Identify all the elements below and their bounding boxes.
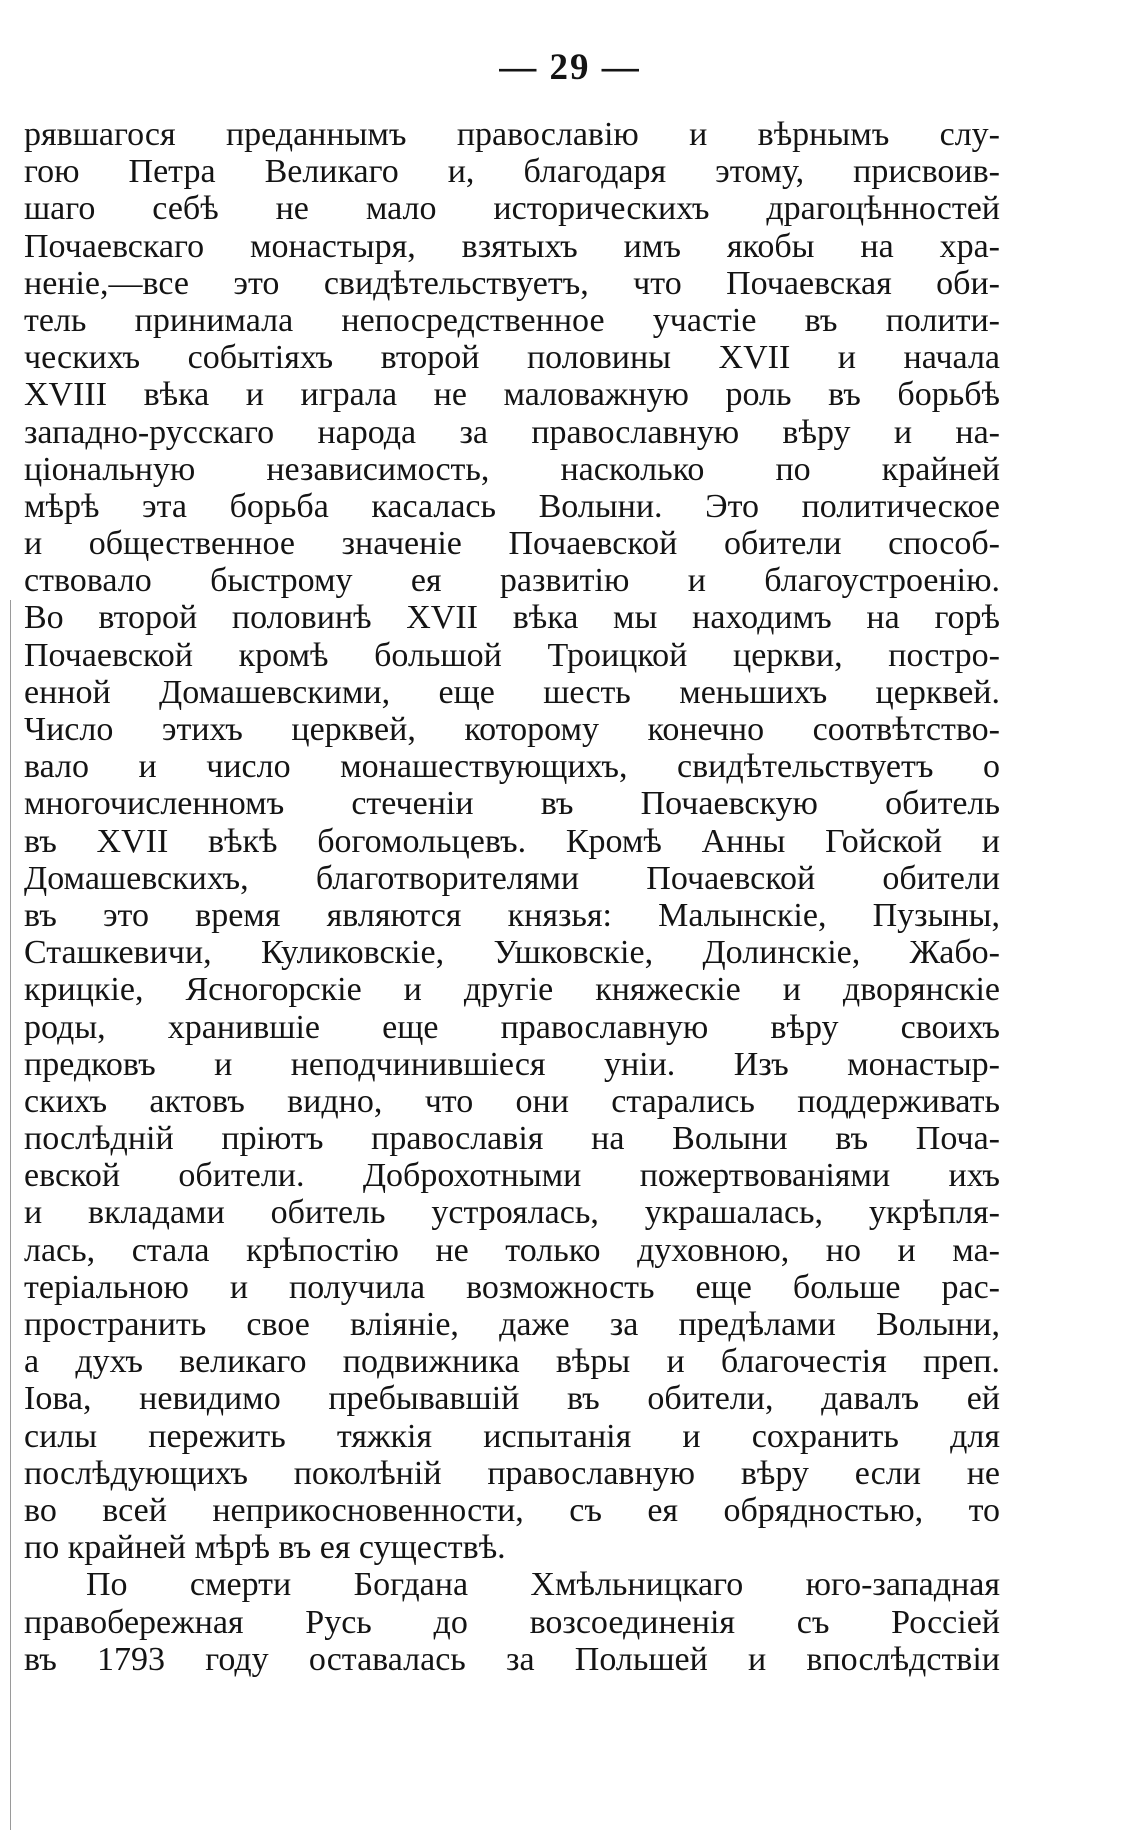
text-line: въ 1793 году оставалась за Польшей и впослѣдствіи [24,1640,1000,1678]
text-line: ческихъ событіяхъ второй половины XVII и начала [24,339,1000,377]
text-line: силы пережить тяжкія испытанія и сохранить для [24,1417,1000,1455]
text-line: тель принимала непосредственное участіе въ полити- [24,301,1000,339]
page-number: — 29 — [499,47,641,88]
paragraph [24,116,1000,1566]
text-line: XVIII вѣка и играла не маловажную роль въ борьбѣ [24,376,1000,414]
text-line: мѣрѣ эта борьба касалась Волыни. Это политическое [24,487,1000,525]
text-line: а духъ великаго подвижника вѣры и благочестія преп. [24,1343,1000,1381]
text-line: и общественное значеніе Почаевской обители способ- [24,525,1000,563]
text-line: крицкіе, Ясногорскіе и другіе княжескіе и дворянскіе [24,971,1000,1009]
text-line: по крайней мѣрѣ въ ея существѣ. [24,1529,506,1567]
text-line: ствовало быстрому ея развитію и благоустроенію. [24,562,1000,600]
text-line: многочисленномъ стеченіи въ Почаевскую обитель [24,785,1000,823]
text-line: послѣдующихъ поколѣній православную вѣру если не [24,1454,1000,1492]
text-line: По смерти Богдана Хмѣльницкаго юго-западная [86,1566,1000,1604]
text-line: Почаевской кромѣ большой Троицкой церкви, постро- [24,636,1000,674]
text-line: и вкладами обитель устроялась, украшалась, укрѣпля- [24,1194,1000,1232]
text-line: Число этихъ церквей, которому конечно соотвѣтство- [24,711,1000,748]
text-line: рявшагося преданнымъ православію и вѣрнымъ слу- [24,116,1000,153]
text-line: лась, стала крѣпостію не только духовною, но и ма- [24,1231,1000,1269]
text-line: роды, хранившіе еще православную вѣру своихъ [24,1008,1000,1046]
text-line: ціональную независимость, насколько по крайней [24,450,1000,488]
text-line: Домашевскихъ, благотворителями Почаевской обители [24,859,1000,897]
text-line: Во второй половинѣ XVII вѣка мы находимъ на горѣ [24,599,1000,637]
text-line: неніе,—все это свидѣтельствуетъ, что Почаевская оби- [24,264,1000,302]
margin-rule [10,600,11,1830]
text-line: теріальною и получила возможность еще больше рас- [24,1268,1000,1306]
text-line: Почаевскаго монастыря, взятыхъ имъ якобы на хра- [24,227,1000,265]
text-line: западно-русскаго народа за православную вѣру и на- [24,413,1000,451]
body-text [24,116,1000,1678]
text-line: въ XVII вѣкѣ богомольцевъ. Кромѣ Анны Гойской и [24,822,1000,860]
text-line: послѣдній пріютъ православія на Волыни въ Поча- [24,1120,1000,1158]
paragraph [24,1566,1000,1678]
text-line: скихъ актовъ видно, что они старались поддерживать [24,1082,1000,1120]
text-line: Сташкевичи, Куликовскіе, Ушковскіе, Долинскіе, Жабо- [24,934,1000,972]
text-line: во всей неприкосновенности, съ ея обрядностью, то [24,1491,1000,1529]
text-line: правобережная Русь до возсоединенія съ Россіей [24,1603,1000,1641]
text-line: евской обители. Доброхотными пожертвованіями ихъ [24,1157,1000,1195]
text-line: шаго себѣ не мало историческихъ драгоцѣнностей [24,190,1000,228]
text-line: предковъ и неподчинившіеся уніи. Изъ монастыр- [24,1045,1000,1083]
text-line: вало и число монашествующихъ, свидѣтельствуетъ о [24,748,1000,786]
text-line: Іова, невидимо пребывавшій въ обители, давалъ ей [24,1380,1000,1418]
text-line: енной Домашевскими, еще шесть меньшихъ церквей. [24,673,1000,711]
text-line: пространить свое вліяніе, даже за предѣлами Волыни, [24,1306,1000,1343]
text-line: гою Петра Великаго и, благодаря этому, присвоив- [24,153,1000,191]
text-line: въ это время являются князья: Малынскіе, Пузыны, [24,896,1000,934]
